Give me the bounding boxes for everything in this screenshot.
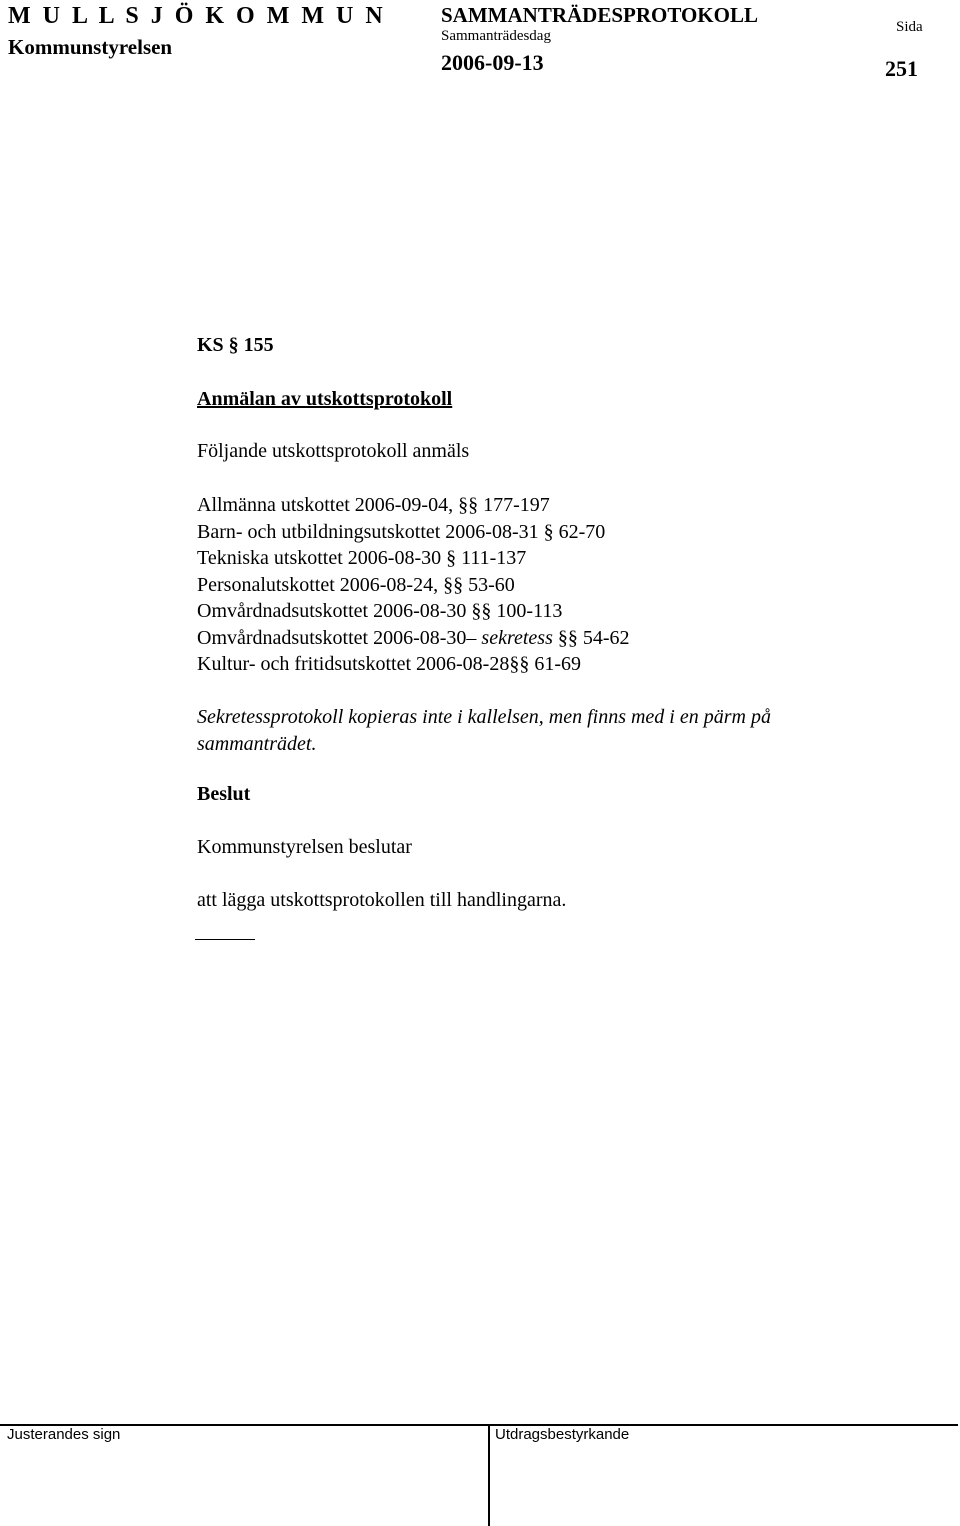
list-item-text: Omvårdnadsutskottet 2006-08-30–: [197, 626, 482, 649]
meeting-date: 2006-09-13: [441, 50, 544, 75]
footer-divider: [488, 1425, 490, 1526]
confidential-label: sekretess: [481, 626, 553, 649]
page-number: 251: [885, 56, 918, 81]
footer-line: [0, 1424, 958, 1426]
confidentiality-note: Sekretessprotokoll kopieras inte i kallelsen, men finns med i en pärm på sammanträdet.: [197, 706, 771, 755]
protocol-list: [197, 492, 630, 678]
decision-intro: Kommunstyrelsen beslutar: [197, 836, 412, 858]
list-item: Tekniska utskottet 2006-08-30 § 111-137: [197, 547, 527, 569]
list-item: Personalutskottet 2006-08-24, §§ 53-60: [197, 573, 515, 596]
certification-label: Utdragsbestyrkande: [495, 1426, 630, 1443]
decision-heading: Beslut: [197, 783, 251, 805]
page-label: Sida: [896, 19, 923, 35]
section-code: KS § 155: [197, 334, 274, 356]
section-heading: Anmälan av utskottsprotokoll: [197, 388, 453, 410]
list-item: Omvårdnadsutskottet 2006-08-30 §§ 100-113: [197, 600, 563, 622]
list-item: Allmänna utskottet 2006-09-04, §§ 177-197: [197, 494, 550, 516]
list-item-text: §§ 54-62: [552, 626, 630, 649]
signature-label: Justerandes sign: [7, 1426, 121, 1443]
end-rule: [195, 939, 255, 940]
meeting-date-label: Sammanträdesdag: [441, 28, 551, 44]
document-type: SAMMANTRÄDESPROTOKOLL: [441, 3, 758, 27]
organization-name: M U L L S J Ö K O M M U N: [8, 3, 386, 29]
section-intro: Följande utskottsprotokoll anmäls: [197, 440, 470, 462]
list-item: Barn- och utbildningsutskottet 2006-08-31 § 62-70: [197, 520, 606, 543]
decision-text: att lägga utskottsprotokollen till handlingarna.: [197, 889, 567, 911]
list-item: [197, 625, 630, 652]
list-item: Kultur- och fritidsutskottet 2006-08-28§§ 61-69: [197, 653, 581, 675]
department-name: Kommunstyrelsen: [8, 35, 173, 59]
